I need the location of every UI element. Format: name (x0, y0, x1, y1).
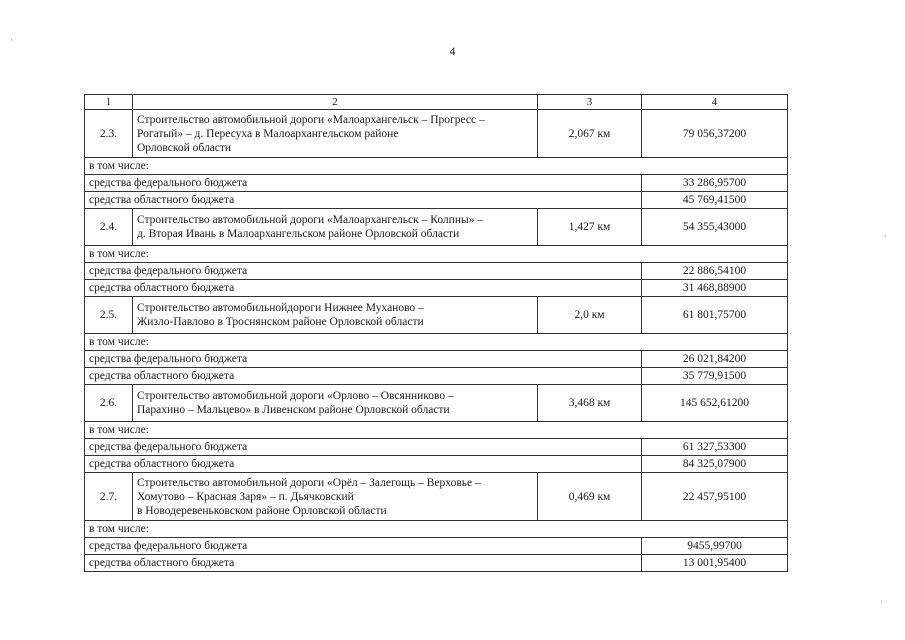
description-line: Строительство автомобильной дороги «Орлово – Овсянниково – (137, 390, 454, 402)
project-description (133, 385, 538, 422)
project-cost: 61 801,75700 (642, 297, 788, 334)
description-line: Строительство автомобильной дороги «Малоархангельск – Прогресс – (137, 113, 485, 126)
project-length: 2,067 км (538, 110, 642, 158)
description-line: Жизло-Павлово в Троснянском районе Орловской области (137, 316, 424, 328)
project-row-2-6 (85, 385, 788, 422)
project-number: 2.3. (85, 110, 133, 158)
federal-budget-row (85, 175, 788, 192)
project-description (133, 110, 538, 158)
regional-budget-value: 13 001,95400 (642, 555, 788, 572)
project-number: 2.4. (85, 209, 133, 246)
column-number-row (85, 95, 788, 110)
regional-budget-row (85, 192, 788, 209)
regional-budget-row (85, 456, 788, 473)
scan-speck: · (884, 232, 887, 242)
project-length: 2,0 км (538, 297, 642, 334)
project-cost: 54 355,43000 (642, 209, 788, 246)
regional-budget-label: средства областного бюджета (85, 280, 642, 297)
regional-budget-value: 84 325,07900 (642, 456, 788, 473)
description-line: Строительство автомобильной дороги «Малоархангельск – Колпны» – (137, 214, 484, 226)
federal-budget-row (85, 439, 788, 456)
project-description (133, 209, 538, 246)
project-number: 2.5. (85, 297, 133, 334)
included-row (85, 334, 788, 351)
project-row-2-3 (85, 110, 788, 158)
scan-speck: · (880, 598, 883, 608)
project-description (133, 297, 538, 334)
project-number: 2.7. (85, 473, 133, 521)
federal-budget-value: 33 286,95700 (642, 175, 788, 192)
federal-budget-label: средства федерального бюджета (85, 263, 642, 280)
federal-budget-label: средства федерального бюджета (85, 351, 642, 368)
included-label: в том числе: (85, 158, 788, 175)
project-row-2-7 (85, 473, 788, 521)
regional-budget-value: 31 468,88900 (642, 280, 788, 297)
regional-budget-label: средства областного бюджета (85, 368, 642, 385)
description-line: Строительство автомобильной дороги «Орёл – Залегощь – Верховье – (137, 476, 481, 489)
regional-budget-label: средства областного бюджета (85, 555, 642, 572)
federal-budget-label: средства федерального бюджета (85, 175, 642, 192)
project-length: 3,468 км (538, 385, 642, 422)
federal-budget-row (85, 538, 788, 555)
federal-budget-row (85, 263, 788, 280)
included-label: в том числе: (85, 521, 788, 538)
regional-budget-value: 35 779,91500 (642, 368, 788, 385)
regional-budget-row (85, 280, 788, 297)
federal-budget-row (85, 351, 788, 368)
description-line: в Новодеревеньковском районе Орловской области (137, 504, 387, 517)
column-number-3: 3 (538, 95, 642, 110)
project-cost: 145 652,61200 (642, 385, 788, 422)
project-cost: 79 056,37200 (642, 110, 788, 158)
included-label: в том числе: (85, 422, 788, 439)
project-number: 2.6. (85, 385, 133, 422)
included-row (85, 246, 788, 263)
included-row (85, 521, 788, 538)
regional-budget-row (85, 555, 788, 572)
regional-budget-row (85, 368, 788, 385)
federal-budget-value: 9455,99700 (642, 538, 788, 555)
federal-budget-value: 61 327,53300 (642, 439, 788, 456)
included-label: в том числе: (85, 246, 788, 263)
project-length: 1,427 км (538, 209, 642, 246)
included-row (85, 158, 788, 175)
project-row-2-4 (85, 209, 788, 246)
included-row (85, 422, 788, 439)
road-construction-table (84, 94, 788, 572)
page-number: 4 (449, 44, 456, 58)
project-row-2-5 (85, 297, 788, 334)
regional-budget-label: средства областного бюджета (85, 456, 642, 473)
description-line: Парахино – Мальцево» в Ливенском районе Орловской области (137, 404, 450, 416)
project-length: 0,469 км (538, 473, 642, 521)
regional-budget-label: средства областного бюджета (85, 192, 642, 209)
federal-budget-label: средства федерального бюджета (85, 439, 642, 456)
description-line: д. Вторая Ивань в Малоархангельском районе Орловской области (137, 228, 460, 240)
federal-budget-value: 22 886,54100 (642, 263, 788, 280)
federal-budget-label: средства федерального бюджета (85, 538, 642, 555)
description-line: Хомутово – Красная Заря» – п. Дьячковский (137, 490, 354, 503)
column-number-1: 1 (85, 95, 133, 110)
project-cost: 22 457,95100 (642, 473, 788, 521)
federal-budget-value: 26 021,84200 (642, 351, 788, 368)
scan-speck: · (10, 36, 13, 46)
column-number-2: 2 (133, 95, 538, 110)
description-line: Строительство автомобильнойдороги Нижнее Муханово – (137, 302, 424, 314)
included-label: в том числе: (85, 334, 788, 351)
column-number-4: 4 (642, 95, 788, 110)
description-line: Рогатый» – д. Пересуха в Малоархангельском районе (137, 127, 399, 140)
project-description (133, 473, 538, 521)
regional-budget-value: 45 769,41500 (642, 192, 788, 209)
description-line: Орловской области (137, 141, 232, 154)
